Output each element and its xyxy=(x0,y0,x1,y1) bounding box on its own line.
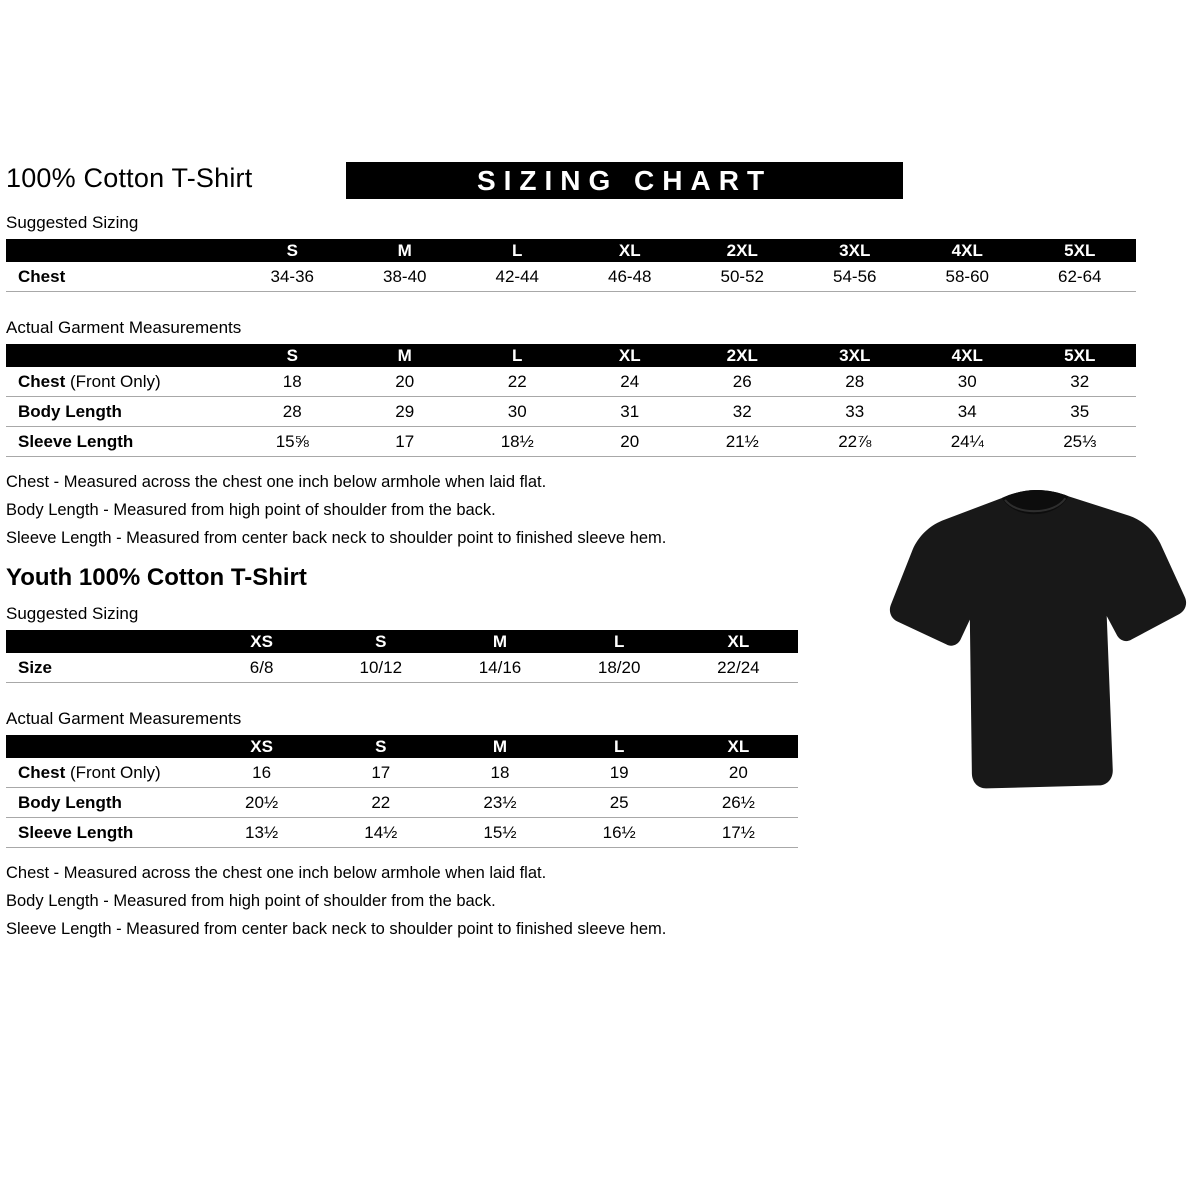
size-header-row xyxy=(6,344,1136,367)
page-title: 100% Cotton T-Shirt xyxy=(6,163,253,193)
tshirt-graphic xyxy=(883,466,1194,824)
measure-value-cell: 28 xyxy=(845,371,865,391)
size-header-row xyxy=(6,735,798,758)
measure-value-cell: 16 xyxy=(252,762,272,782)
youth-actual-label: Actual Garment Measurements xyxy=(6,709,242,728)
tshirt-body xyxy=(887,486,1191,791)
measure-value-cell: 17½ xyxy=(721,822,755,842)
measure-value-cell: 13½ xyxy=(245,822,279,842)
measure-value-cell: 18½ xyxy=(500,431,534,451)
measure-value-cell: 58-60 xyxy=(945,266,989,286)
size-header-cell: 5XL xyxy=(1024,239,1137,262)
measure-value-cell: 25 xyxy=(609,792,629,812)
measure-value-cell: 30 xyxy=(507,401,527,421)
table-row xyxy=(6,427,1136,457)
measure-value-cell: 14½ xyxy=(364,822,398,842)
adult-suggested-table xyxy=(6,239,1136,292)
measure-value-cell: 38-40 xyxy=(383,266,427,286)
measure-value-cell: 10/12 xyxy=(359,657,403,677)
size-header-row xyxy=(6,630,798,653)
corner-cell xyxy=(6,344,236,367)
size-header-cell: 2XL xyxy=(686,239,799,262)
measure-value-cell: 24 xyxy=(620,371,640,391)
measure-value-cell: 25⅓ xyxy=(1063,431,1097,451)
note-sleeve-length: Sleeve Length - Measured from center back neck to shoulder point to finished sleeve hem. xyxy=(6,529,667,547)
measure-value-cell: 17 xyxy=(371,762,391,782)
measure-value-cell: 20 xyxy=(620,431,640,451)
measure-value-cell: 22 xyxy=(507,371,527,391)
table-row xyxy=(6,788,798,818)
measure-value-cell: 15⅝ xyxy=(275,431,309,451)
measure-value-cell: 6/8 xyxy=(249,657,274,677)
size-header-row xyxy=(6,239,1136,262)
table-row xyxy=(6,818,798,848)
measure-value-cell: 15½ xyxy=(483,822,517,842)
note-sleeve-length: Sleeve Length - Measured from center back neck to shoulder point to finished sleeve hem. xyxy=(6,920,667,938)
measure-value-cell: 24¼ xyxy=(950,431,984,451)
corner-cell xyxy=(6,735,202,758)
measure-value-cell: 19 xyxy=(609,762,629,782)
adult-actual-table xyxy=(6,344,1136,457)
measure-value-cell: 23½ xyxy=(483,792,517,812)
measure-value-cell: 35 xyxy=(1070,401,1090,421)
measure-value-cell: 21½ xyxy=(725,431,759,451)
measure-value-cell: 16½ xyxy=(602,822,636,842)
corner-cell xyxy=(6,239,236,262)
table-row xyxy=(6,397,1136,427)
measure-value-cell: 62-64 xyxy=(1058,266,1102,286)
size-header-cell: S xyxy=(236,344,349,367)
measure-value-cell: 22 xyxy=(371,792,391,812)
measure-value-cell: 42-44 xyxy=(495,266,539,286)
measure-value-cell: 54-56 xyxy=(833,266,877,286)
row-label: Body Length xyxy=(18,792,122,812)
note-body-length: Body Length - Measured from high point of shoulder from the back. xyxy=(6,892,496,910)
size-header-cell: L xyxy=(560,630,679,653)
measure-value-cell: 20 xyxy=(728,762,748,782)
measure-value-cell: 17 xyxy=(395,431,415,451)
measure-value-cell: 18 xyxy=(490,762,510,782)
size-header-cell: 2XL xyxy=(686,344,799,367)
row-label: Chest xyxy=(18,266,66,286)
size-header-cell: 3XL xyxy=(799,239,912,262)
tshirt-image xyxy=(883,466,1194,824)
table-row xyxy=(6,367,1136,397)
measure-value-cell: 34 xyxy=(957,401,977,421)
measure-value-cell: 26 xyxy=(732,371,752,391)
size-header-cell: XL xyxy=(679,735,798,758)
measure-value-cell: 22/24 xyxy=(717,657,760,677)
row-label: Body Length xyxy=(18,401,122,421)
measure-value-cell: 14/16 xyxy=(478,657,522,677)
size-header-cell: XS xyxy=(202,735,321,758)
size-header-cell: L xyxy=(461,239,574,262)
size-header-cell: 3XL xyxy=(799,344,912,367)
measure-value-cell: 30 xyxy=(957,371,977,391)
measure-value-cell: 32 xyxy=(732,401,752,421)
measure-value-cell: 20½ xyxy=(245,792,279,812)
measure-value-cell: 18/20 xyxy=(597,657,641,677)
measure-value-cell: 46-48 xyxy=(608,266,652,286)
measure-value-cell: 50-52 xyxy=(720,266,764,286)
size-header-cell: S xyxy=(321,735,440,758)
measure-value-cell: 28 xyxy=(282,401,302,421)
youth-notes xyxy=(6,864,1200,939)
size-header-cell: 5XL xyxy=(1024,344,1137,367)
row-label: Chest (Front Only) xyxy=(18,371,161,391)
sizing-chart-banner: SIZING CHART xyxy=(346,162,903,199)
measure-value-cell: 20 xyxy=(395,371,415,391)
youth-actual-table xyxy=(6,735,798,848)
size-header-cell: XS xyxy=(202,630,321,653)
note-body-length: Body Length - Measured from high point of shoulder from the back. xyxy=(6,501,496,519)
size-header-cell: 4XL xyxy=(911,239,1024,262)
measure-value-cell: 31 xyxy=(620,401,640,421)
row-label: Chest (Front Only) xyxy=(18,762,161,782)
measure-value-cell: 26½ xyxy=(721,792,755,812)
measure-value-cell: 18 xyxy=(282,371,302,391)
measure-value-cell: 32 xyxy=(1070,371,1090,391)
table-row xyxy=(6,653,798,683)
youth-title: Youth 100% Cotton T-Shirt xyxy=(6,564,307,591)
table-row xyxy=(6,262,1136,292)
size-header-cell: S xyxy=(321,630,440,653)
row-label: Size xyxy=(18,657,53,677)
adult-actual-label: Actual Garment Measurements xyxy=(6,318,242,337)
row-label: Sleeve Length xyxy=(18,822,134,842)
note-chest: Chest - Measured across the chest one inch below armhole when laid flat. xyxy=(6,864,547,882)
table-row xyxy=(6,758,798,788)
measure-value-cell: 33 xyxy=(845,401,865,421)
size-header-cell: XL xyxy=(679,630,798,653)
measure-value-cell: 34-36 xyxy=(270,266,314,286)
measure-value-cell: 22⅞ xyxy=(838,431,872,451)
note-chest: Chest - Measured across the chest one inch below armhole when laid flat. xyxy=(6,473,547,491)
size-header-cell: M xyxy=(440,735,559,758)
youth-suggested-label: Suggested Sizing xyxy=(6,604,139,623)
size-header-cell: M xyxy=(349,344,462,367)
size-header-cell: L xyxy=(560,735,679,758)
size-header-cell: S xyxy=(236,239,349,262)
corner-cell xyxy=(6,630,202,653)
size-header-cell: XL xyxy=(574,239,687,262)
size-header-cell: M xyxy=(349,239,462,262)
adult-suggested-label: Suggested Sizing xyxy=(6,213,139,232)
youth-suggested-table xyxy=(6,630,798,683)
size-header-cell: L xyxy=(461,344,574,367)
size-header-cell: 4XL xyxy=(911,344,1024,367)
size-header-cell: XL xyxy=(574,344,687,367)
measure-value-cell: 29 xyxy=(395,401,415,421)
size-header-cell: M xyxy=(440,630,559,653)
page-header xyxy=(6,163,1200,207)
row-label: Sleeve Length xyxy=(18,431,134,451)
